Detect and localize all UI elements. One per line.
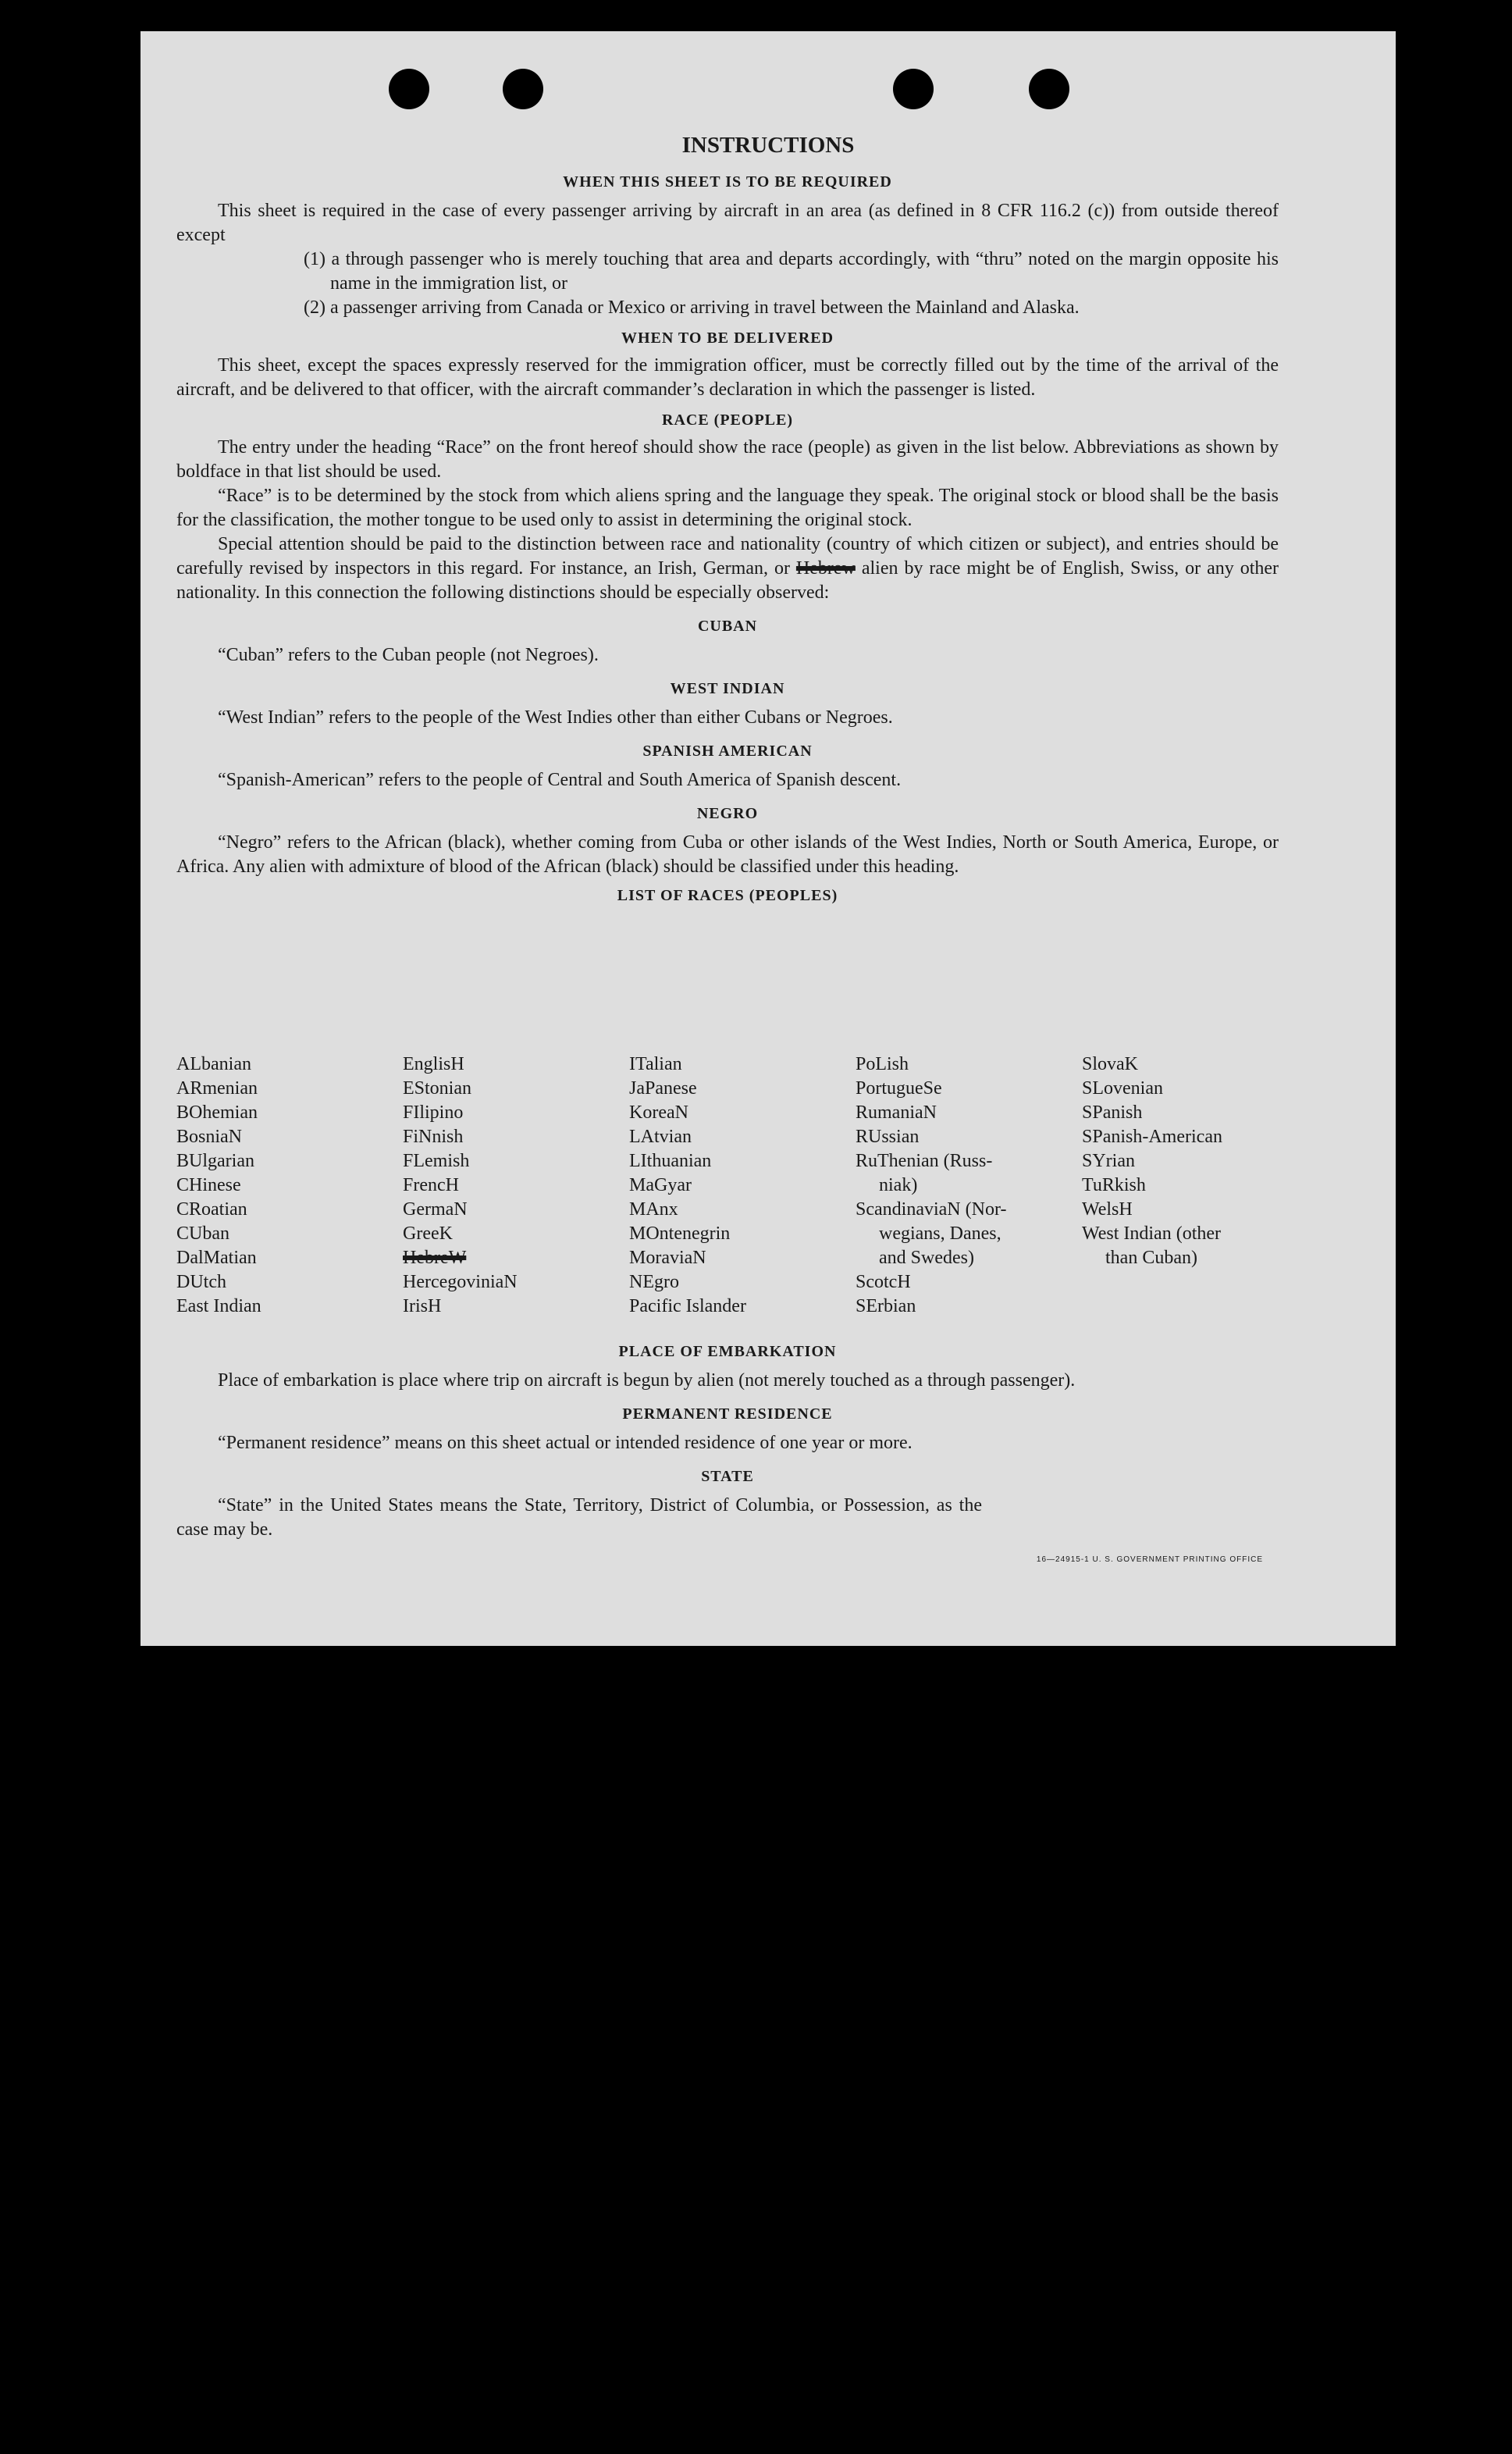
heading-embarkation: PLACE OF EMBARKATION — [618, 1343, 837, 1360]
west-indian-text: “West Indian” refers to the people of the West Indies other than either Cubans or Negroes. — [218, 707, 893, 728]
exception-item-1: (1) a through passenger who is merely touching that area and departs accordingly, with “thru” noted on the margin opposite his name in the immigration list, or — [304, 249, 1279, 294]
list-item: PoLish — [856, 1054, 909, 1074]
embarkation-text: Place of embarkation is place where trip on aircraft is begun by alien (not merely touched as a through passenger). — [218, 1370, 1076, 1391]
document-sheet — [141, 31, 1396, 1646]
list-item-continuation: niak) — [879, 1175, 918, 1195]
instructions-body — [176, 170, 1279, 908]
list-item: SYrian — [1082, 1151, 1135, 1171]
list-item-continuation: wegians, Danes, — [879, 1223, 1001, 1244]
list-item: CHinese — [176, 1175, 241, 1195]
list-item: ScandinaviaN (Nor- — [856, 1199, 1007, 1220]
list-item: HercegoviniaN — [403, 1272, 518, 1292]
list-item-struck: HebreW — [403, 1248, 467, 1268]
list-item: ITalian — [629, 1054, 682, 1074]
list-item: JaPanese — [629, 1078, 697, 1099]
list-item: West Indian (other — [1082, 1223, 1222, 1244]
struck-word: Hebrew — [795, 558, 856, 579]
spanish-american-text: “Spanish-American” refers to the people of Central and South America of Spanish descent. — [218, 770, 902, 790]
list-item: SPanish — [1082, 1102, 1143, 1123]
list-item: SLovenian — [1082, 1078, 1163, 1099]
list-item-continuation: than Cuban) — [1105, 1248, 1197, 1268]
list-item: BUlgarian — [176, 1151, 254, 1171]
document-title: INSTRUCTIONS — [681, 133, 855, 158]
list-item: FrencH — [403, 1175, 459, 1195]
list-item: Pacific Islander — [629, 1296, 746, 1316]
heading-west-indian: WEST INDIAN — [670, 680, 785, 697]
list-item: ALbanian — [176, 1054, 251, 1074]
list-item: KoreaN — [629, 1102, 688, 1123]
punch-hole — [389, 69, 429, 109]
when-delivered-text: This sheet, except the spaces expressly reserved for the immigration officer, must be correctly filled out by the time of the arrival of the aircraft, and be delivered to that officer, with the aircraft commander’s declaration in which the passenger is listed. — [176, 355, 1279, 400]
list-item: CUban — [176, 1223, 229, 1244]
heading-race: RACE (PEOPLE) — [662, 411, 793, 429]
list-item: MAnx — [629, 1199, 678, 1220]
list-item: FiNnish — [403, 1127, 464, 1147]
state-text: “State” in the United States means the State, Territory, District of Columbia, or Possession, as the case may be. — [176, 1495, 982, 1540]
list-item: EStonian — [403, 1078, 471, 1099]
list-item: BosniaN — [176, 1127, 242, 1147]
list-item: EnglisH — [403, 1054, 464, 1074]
list-item: GreeK — [403, 1223, 453, 1244]
list-item: NEgro — [629, 1272, 679, 1292]
list-item-continuation: and Swedes) — [879, 1248, 974, 1268]
list-item: East Indian — [176, 1296, 261, 1316]
heading-when-delivered: WHEN TO BE DELIVERED — [621, 329, 834, 347]
list-item: PortugueSe — [856, 1078, 942, 1099]
race-paragraph-3-start: Special attention should be paid to the distinction between race and nationality (country of which citizen or subject), and entries should be carefully revised by inspectors in this regard. For instance, an Irish, German, or — [176, 534, 1279, 579]
list-item: LIthuanian — [629, 1151, 712, 1171]
closing-sections — [176, 1340, 1279, 1542]
negro-text: “Negro” refers to the African (black), whether coming from Cuba or other islands of the West Indies, North or South America, Europe, or Africa. Any alien with admixture of blood of the African (black) should be classified under this heading. — [176, 832, 1279, 877]
list-item: ScotcH — [856, 1272, 911, 1292]
list-item: SErbian — [856, 1296, 916, 1316]
list-item: WelsH — [1082, 1199, 1133, 1220]
list-item: LAtvian — [629, 1127, 692, 1147]
races-column-1 — [176, 1052, 261, 1319]
list-item: SPanish-American — [1082, 1127, 1222, 1147]
list-item: BOhemian — [176, 1102, 258, 1123]
list-item: FIlipino — [403, 1102, 464, 1123]
races-column-2 — [403, 1052, 518, 1319]
list-item: RumaniaN — [856, 1102, 937, 1123]
exception-item-2: (2) a passenger arriving from Canada or Mexico or arriving in travel between the Mainland and Alaska. — [304, 297, 1080, 318]
race-paragraph-3 — [176, 532, 1279, 605]
punch-hole — [1029, 69, 1069, 109]
permanent-residence-text: “Permanent residence” means on this sheet actual or intended residence of one year or more. — [218, 1433, 913, 1453]
heading-list-of-races: LIST OF RACES (PEOPLES) — [617, 887, 838, 904]
heading-state: STATE — [701, 1468, 754, 1485]
heading-negro: NEGRO — [696, 805, 759, 822]
list-item: FLemish — [403, 1151, 470, 1171]
races-column-4 — [856, 1052, 1006, 1319]
punch-hole — [893, 69, 934, 109]
when-required-text: This sheet is required in the case of every passenger arriving by aircraft in an area (as defined in 8 CFR 116.2 (c)) from outside thereof except — [176, 201, 1279, 245]
list-item: MoraviaN — [629, 1248, 706, 1268]
punch-hole — [503, 69, 543, 109]
list-item: RUssian — [856, 1127, 920, 1147]
list-item: TuRkish — [1082, 1175, 1146, 1195]
list-item: RuThenian (Russ- — [856, 1151, 993, 1171]
race-paragraph-1: The entry under the heading “Race” on the front hereof should show the race (people) as given in the list below. Abbreviations as shown by boldface in that list should be used. — [176, 437, 1279, 482]
heading-permanent-residence: PERMANENT RESIDENCE — [622, 1405, 833, 1423]
heading-when-required: WHEN THIS SHEET IS TO BE REQUIRED — [563, 173, 892, 191]
heading-cuban: CUBAN — [697, 618, 758, 635]
list-item: DalMatian — [176, 1248, 257, 1268]
races-column-5 — [1082, 1052, 1222, 1270]
list-item: IrisH — [403, 1296, 442, 1316]
list-item: MaGyar — [629, 1175, 692, 1195]
list-item: DUtch — [176, 1272, 226, 1292]
list-item: GermaN — [403, 1199, 468, 1220]
races-column-3 — [629, 1052, 746, 1319]
list-item: CRoatian — [176, 1199, 247, 1220]
printing-office-code: 16—24915-1 U. S. GOVERNMENT PRINTING OFFICE — [1036, 1555, 1263, 1564]
list-item: ARmenian — [176, 1078, 258, 1099]
race-paragraph-2: “Race” is to be determined by the stock from which aliens spring and the language they speak. The original stock or blood shall be the basis for the classification, the mother tongue to be used only to assist in determining the original stock. — [176, 486, 1279, 530]
cuban-text: “Cuban” refers to the Cuban people (not Negroes). — [218, 645, 599, 665]
list-item: SlovaK — [1082, 1054, 1138, 1074]
heading-spanish-american: SPANISH AMERICAN — [642, 743, 813, 760]
race-paragraph-3-end: alien by race might be of English, Swiss, or any other nationality. In this connection the following distinctions should be especially observed: — [176, 558, 1279, 603]
list-item: MOntenegrin — [629, 1223, 731, 1244]
